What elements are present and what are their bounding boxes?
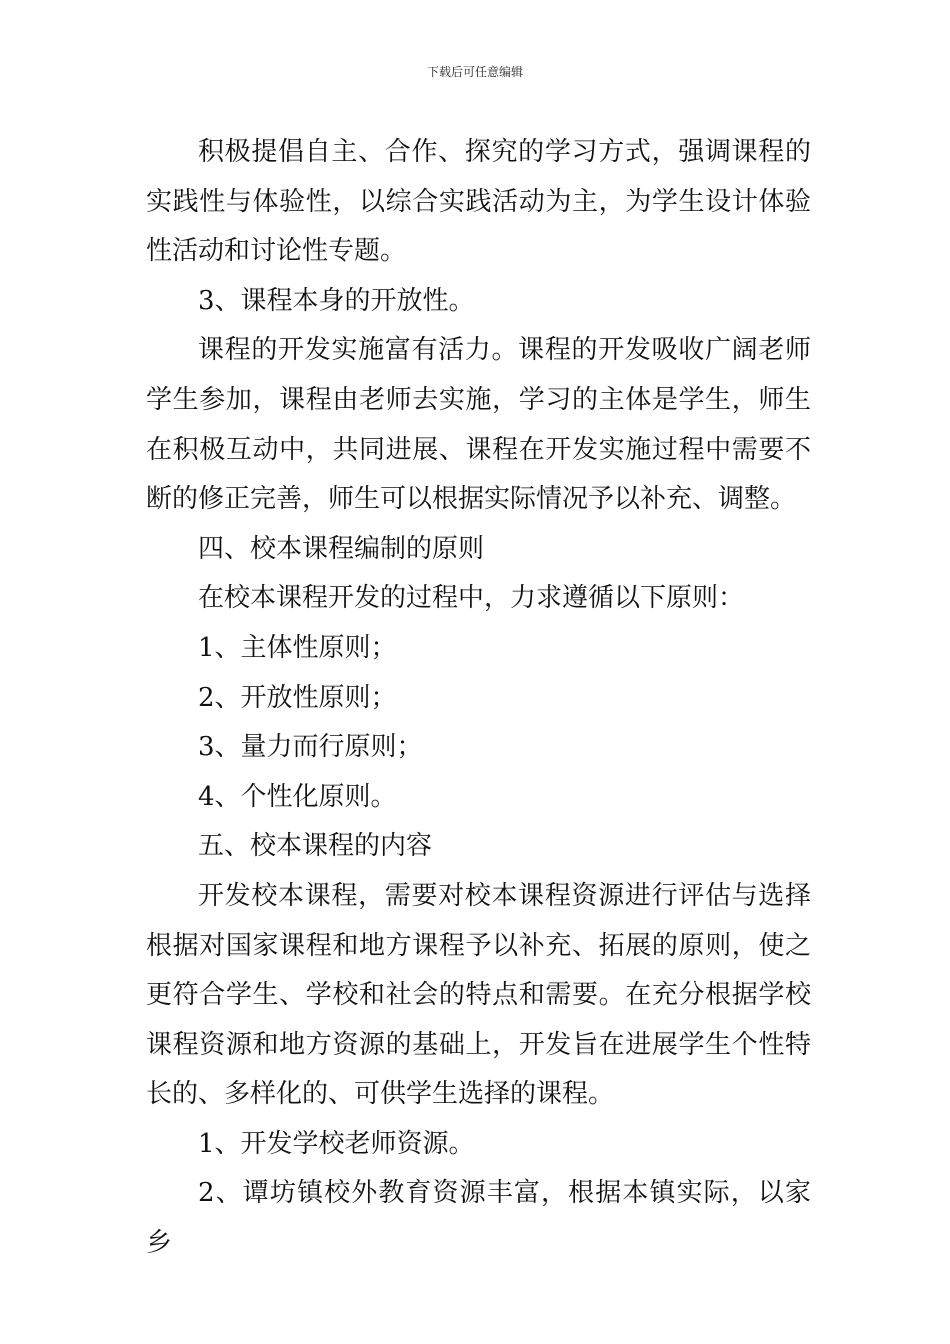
paragraph-content-description: 开发校本课程，需要对校本课程资源进行评估与选择根据对国家课程和地方课程予以补充、拓展的原则，使之更符合学生、学校和社会的特点和需要。在充分根据学校课程资源和地方资源的基础上，开发旨在进展学生个性特长的、多样化的、可供学生选择的课程。 bbox=[146, 880, 811, 1110]
list-item-principle-4: 4、个性化原则。 bbox=[198, 781, 397, 812]
list-item-principle-2: 2、开放性原则； bbox=[198, 682, 397, 713]
section-heading-principles: 四、校本课程编制的原则 bbox=[198, 533, 485, 564]
paragraph-course-development: 课程的开发实施富有活力。课程的开发吸收广阔老师学生参加，课程由老师去实施，学习的主体是学生，师生在积极互动中，共同进展、课程在开发实施过程中需要不断的修正完善，师生可以根据实际情况予以补充、调整。 bbox=[146, 335, 811, 515]
paragraph-learning-methods: 积极提倡自主、合作、探究的学习方式，强调课程的实践性与体验性，以综合实践活动为主，为学生设计体验性活动和讨论性专题。 bbox=[146, 137, 811, 267]
list-item-principle-3: 3、量力而行原则； bbox=[198, 732, 423, 763]
section-heading-content: 五、校本课程的内容 bbox=[198, 831, 433, 862]
paragraph-principles-intro: 在校本课程开发的过程中，力求遵循以下原则： bbox=[198, 583, 745, 614]
list-item-content-1: 1、开发学校老师资源。 bbox=[198, 1128, 475, 1159]
list-item-principle-1: 1、主体性原则； bbox=[198, 632, 397, 663]
page-header: 下载后可任意编辑 bbox=[426, 65, 523, 79]
document-body bbox=[146, 128, 811, 1269]
list-item-content-2: 2、谭坊镇校外教育资源丰富，根据本镇实际，以家乡 bbox=[146, 1178, 811, 1259]
paragraph-openness-heading: 3、课程本身的开放性。 bbox=[198, 285, 475, 316]
